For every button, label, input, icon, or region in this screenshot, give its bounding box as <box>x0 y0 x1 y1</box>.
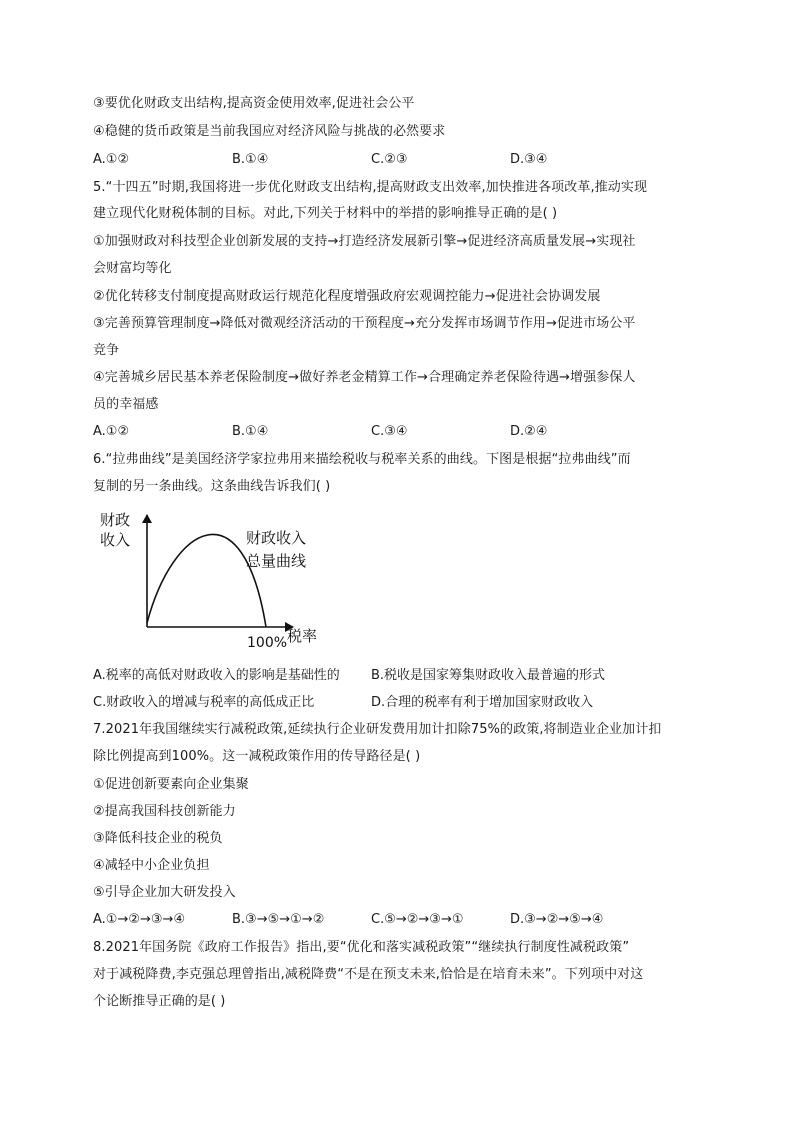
curve-label-line-2: 总量曲线 <box>246 552 307 570</box>
y-axis-label-line-2: 收入 <box>100 531 131 549</box>
q4-option-c[interactable]: C.②③ <box>371 152 408 167</box>
q6-stem-line-2: 复制的另一条曲线。这条曲线告诉我们( ) <box>93 479 331 494</box>
q5-item-3-line-2: 竞争 <box>93 343 120 358</box>
q7-item-4: ④减轻中小企业负担 <box>93 858 210 873</box>
q5-item-3-line-1: ③完善预算管理制度→降低对微观经济活动的干预程度→充分发挥市场调节作用→促进市场公平 <box>93 316 636 331</box>
q4-item-3: ③要优化财政支出结构,提高资金使用效率,促进社会公平 <box>93 96 415 111</box>
q5-option-c[interactable]: C.③④ <box>371 424 408 439</box>
q5-option-b[interactable]: B.①④ <box>232 424 269 439</box>
q7-item-1: ①促进创新要素向企业集聚 <box>93 777 249 792</box>
q5-option-a[interactable]: A.①② <box>93 424 130 439</box>
x-axis-100-percent-label: 100% <box>247 635 288 650</box>
q6-option-a[interactable]: A.税率的高低对财政收入的影响是基础性的 <box>93 668 340 683</box>
q5-item-2: ②优化转移支付制度提高财政运行规范化程度增强政府宏观调控能力→促进社会协调发展 <box>93 289 601 304</box>
q7-option-a[interactable]: A.①→②→③→④ <box>93 912 186 927</box>
q7-item-2: ②提高我国科技创新能力 <box>93 804 236 819</box>
q7-stem-line-1: 7.2021年我国继续实行减税政策,延续执行企业研发费用加计扣除75%的政策,将制造业企业加计扣 <box>93 722 662 737</box>
curve-label-line-1: 财政收入 <box>246 529 307 547</box>
q7-item-3: ③降低科技企业的税负 <box>93 831 223 846</box>
q5-stem-line-2: 建立现代化财税体制的目标。对此,下列关于材料中的举措的影响推导正确的是( ) <box>93 206 558 221</box>
revenue-curve <box>147 535 266 627</box>
q5-item-4-line-1: ④完善城乡居民基本养老保险制度→做好养老金精算工作→合理确定养老保险待遇→增强参保人 <box>93 370 636 385</box>
x-axis-label: 税率 <box>287 627 318 645</box>
q5-option-d[interactable]: D.②④ <box>510 424 548 439</box>
q4-item-4: ④稳健的货币政策是当前我国应对经济风险与挑战的必然要求 <box>93 124 446 139</box>
q8-stem-line-3: 个论断推导正确的是( ) <box>93 994 226 1009</box>
q5-stem-line-1: 5.“十四五”时期,我国将进一步优化财政支出结构,提高财政支出效率,加快推进各项改革,推动实现 <box>93 180 648 195</box>
q6-option-b[interactable]: B.税收是国家筹集财政收入最普遍的形式 <box>371 668 606 683</box>
q6-option-c[interactable]: C.财政收入的增减与税率的高低成正比 <box>93 695 315 710</box>
q4-option-d[interactable]: D.③④ <box>510 152 548 167</box>
q7-option-b[interactable]: B.③→⑤→①→② <box>232 912 325 927</box>
q7-option-d[interactable]: D.③→②→⑤→④ <box>510 912 604 927</box>
q4-option-b[interactable]: B.①④ <box>232 152 269 167</box>
y-axis-label-line-1: 财政 <box>100 511 131 529</box>
q5-item-1-line-2: 会财富均等化 <box>93 261 172 276</box>
q4-option-a[interactable]: A.①② <box>93 152 130 167</box>
q5-item-1-line-1: ①加强财政对科技型企业创新发展的支持→打造经济发展新引擎→促进经济高质量发展→实现社 <box>93 234 636 249</box>
q6-option-d[interactable]: D.合理的税率有利于增加国家财政收入 <box>371 695 594 710</box>
q7-option-c[interactable]: C.⑤→②→③→① <box>371 912 464 927</box>
q5-item-4-line-2: 员的幸福感 <box>93 397 159 412</box>
q8-stem-line-2: 对于减税降费,李克强总理曾指出,减税降费“不是在预支未来,恰恰是在培育未来”。下列项中对这 <box>93 967 644 982</box>
laffer-curve-figure <box>93 505 343 650</box>
q6-stem-line-1: 6.“拉弗曲线”是美国经济学家拉弗用来描绘税收与税率关系的曲线。下图是根据“拉弗曲线”而 <box>93 452 631 467</box>
q8-stem-line-1: 8.2021年国务院《政府工作报告》指出,要“优化和落实减税政策”“继续执行制度性减税政策” <box>93 940 630 955</box>
q7-stem-line-2: 除比例提高到100%。这一减税政策作用的传导路径是( ) <box>93 749 421 764</box>
q7-item-5: ⑤引导企业加大研发投入 <box>93 885 236 900</box>
